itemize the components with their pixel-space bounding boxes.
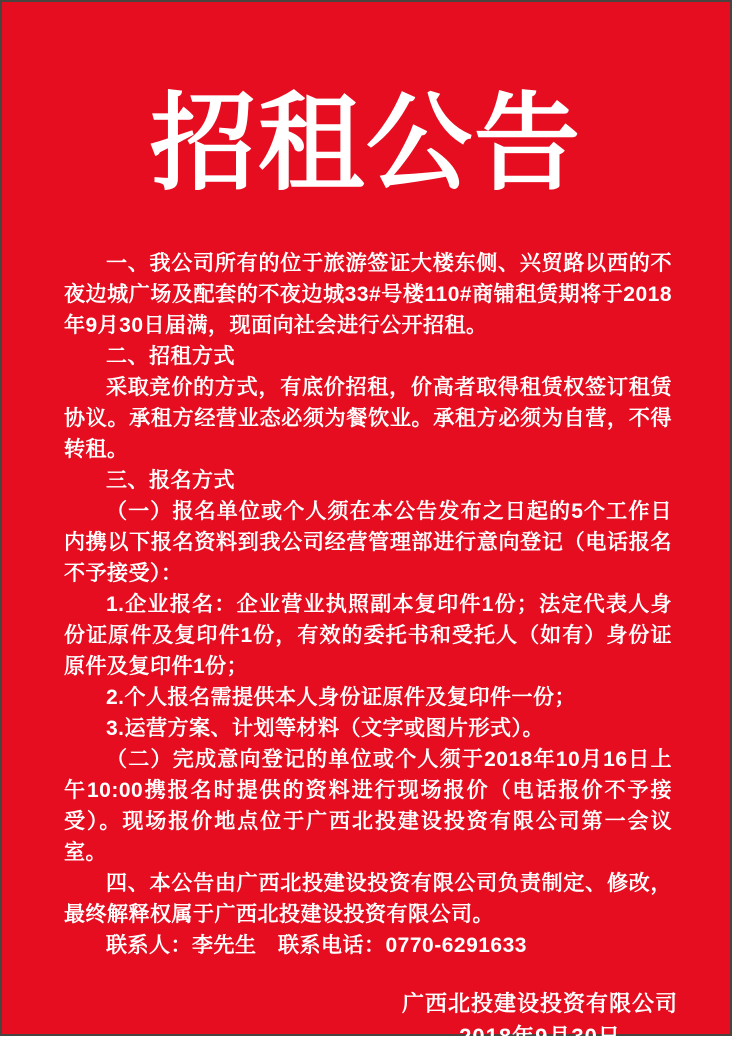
notice-heading-registration: 三、报名方式 [106,469,235,493]
notice-body [2,248,730,961]
notice-paragraph-method: 采取竞价的方式，有底价招租，价高者取得租赁权签订租赁协议。承租方经营业态必须为餐饮业。承租方必须为自营，不得转租。 [64,376,672,462]
notice-paragraph-company-documents: 1.企业报名：企业营业执照副本复印件1份；法定代表人身份证原件及复印件1份，有效的委托书和受托人（如有）身份证原件及复印件1份； [64,593,672,679]
notice-paragraph-bidding: （二）完成意向登记的单位或个人须于2018年10月16日上午10:00携报名时提供的资料进行现场报价（电话报价不予接受）。现场报价地点位于广西北投建设投资有限公司第一会议室。 [64,748,672,865]
signature-block [2,987,730,1053]
poster-title: 招租公告 [150,80,582,205]
signature-company: 广西北投建设投资有限公司 [401,991,678,1017]
notice-paragraph-individual-documents: 2.个人报名需提供本人身份证原件及复印件一份； [106,686,577,710]
notice-paragraph-intro: 一、我公司所有的位于旅游签证大楼东侧、兴贸路以西的不夜边城广场及配套的不夜边城33#号楼110#商铺租赁期将于2018年9月30日届满，现面向社会进行公开招租。 [64,252,672,338]
notice-paragraph-registration: （一）报名单位或个人须在本公告发布之日起的5个工作日内携以下报名资料到我公司经营管理部进行意向登记（电话报名不予接受）： [64,500,672,586]
notice-heading-method: 二、招租方式 [106,345,235,369]
notice-contact-line: 联系人：李先生 联系电话：0770-6291633 [106,934,527,958]
signature-inner [402,987,678,1053]
notice-paragraph-interpretation: 四、本公告由广西北投建设投资有限公司负责制定、修改，最终解释权属于广西北投建设投资有限公司。 [64,872,672,927]
signature-date: 2018年9月30日 [459,1024,621,1050]
notice-paragraph-plan-materials: 3.运营方案、计划等材料（文字或图片形式）。 [106,717,545,741]
